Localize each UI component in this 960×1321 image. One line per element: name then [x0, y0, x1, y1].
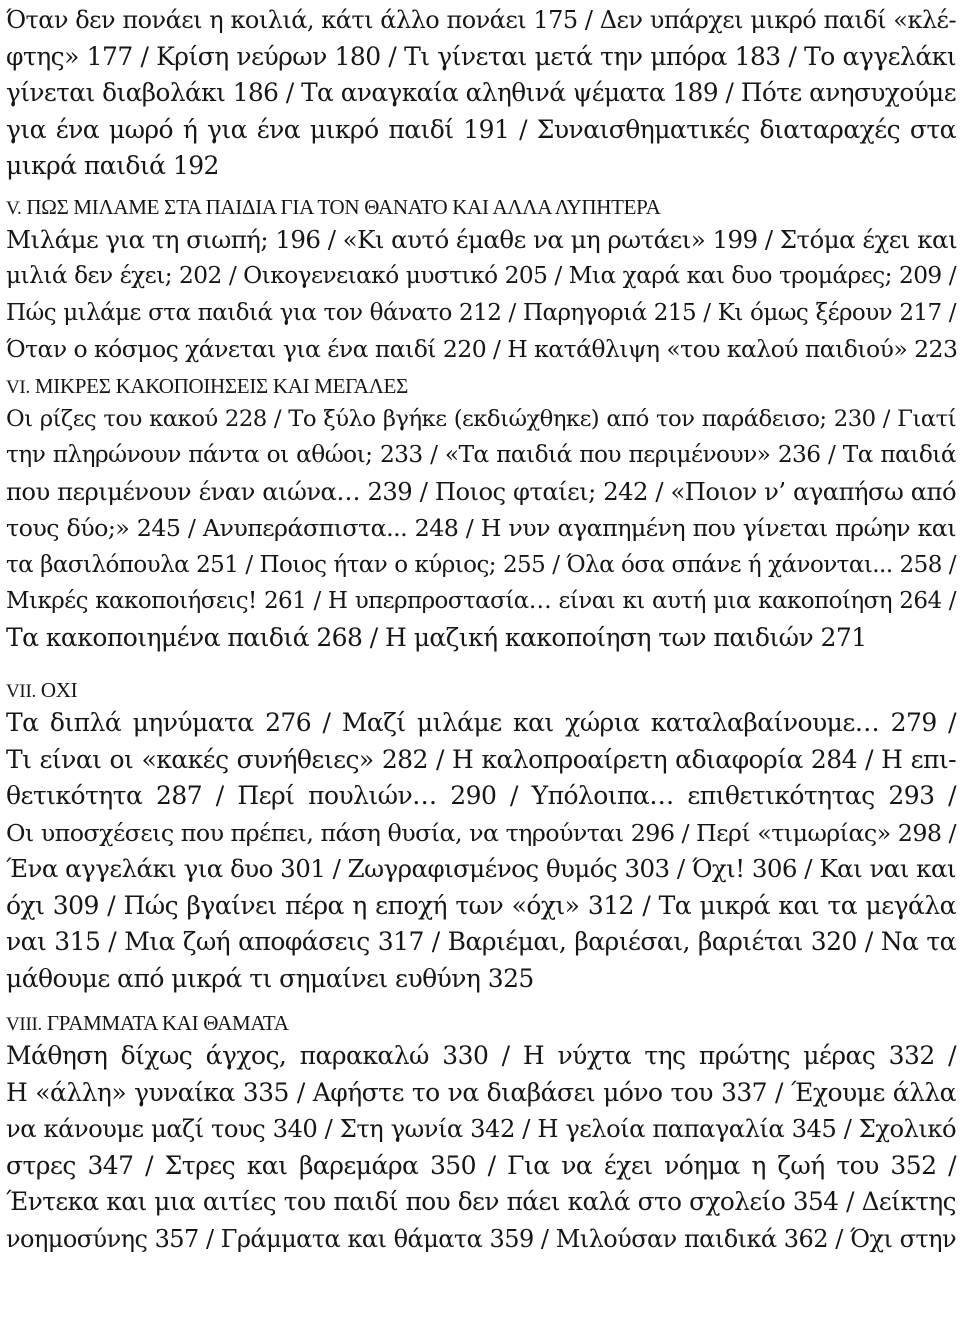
toc-line: για ένα μωρό ή για ένα μικρό παιδί 191 / Συναισθηματικές διαταραχές στα: [6, 114, 956, 144]
toc-line: Έντεκα και μια αιτίες του παιδί που δεν πάει καλά στο σχολείο 354 / Δείκτης: [6, 1187, 956, 1216]
section-title: ΓΡΑΜΜΑΤΑ ΚΑΙ ΘΑΜΑΤΑ: [46, 1011, 289, 1035]
toc-line: τους δύο;» 245 / Ανυπεράσπιστα... 248 / Η νυν αγαπημένη που γίνεται πρώην και: [6, 514, 956, 542]
toc-line: θετικότητα 287 / Περί πουλιών… 290 / Υπόλοιπα… επιθετικότητας 293 /: [6, 781, 956, 810]
toc-line: Τα διπλά μηνύματα 276 / Μαζί μιλάμε και χώρια καταλαβαίνουμε… 279 /: [6, 708, 956, 737]
toc-line: που περιμένουν έναν αιώνα… 239 / Ποιος φταίει; 242 / «Ποιον ν’ αγαπήσω από: [6, 476, 956, 506]
toc-line: την πληρώνουν πάντα οι αθώοι; 233 / «Τα παιδιά που περιμένουν» 236 / Τα παιδιά: [6, 441, 956, 468]
section-number: VII.: [6, 681, 36, 702]
toc-line: να κάνουμε μαζί τους 340 / Στη γωνία 342 / Η γελοία παπαγαλία 345 / Σχολικό: [6, 1114, 956, 1143]
toc-line: τα βασιλόπουλα 251 / Ποιος ήταν ο κύριος; 255 / Όλα όσα σπάνε ή χάνονται... 258 /: [6, 551, 956, 578]
toc-line: Οι ρίζες του κακού 228 / Το ξύλο βγήκε (εκδιώχθηκε) από τον παράδεισο; 230 / Γιατί: [6, 405, 956, 432]
section-v-entries: [6, 222, 956, 368]
toc-line: ναι 315 / Μια ζωή αποφάσεις 317 / Βαριέμαι, βαριέσαι, βαριέται 320 / Να τα: [6, 927, 956, 956]
toc-line: Μικρές κακοποιήσεις! 261 / Η υπερπροστασία… είναι κι αυτή μια κακοποίηση 264 /: [6, 588, 956, 614]
section-title: ΟΧΙ: [40, 678, 78, 702]
toc-line: Τα κακοποιημένα παιδιά 268 / Η μαζική κακοποίηση των παιδιών 271: [6, 622, 867, 652]
toc-line: φτης» 177 / Κρίση νεύρων 180 / Τι γίνεται μετά την μπόρα 183 / Το αγγελάκι: [6, 41, 956, 71]
toc-line: Ένα αγγελάκι για δυο 301 / Ζωγραφισμένος θυμός 303 / Όχι! 306 / Και ναι και: [6, 854, 956, 883]
section-title: ΠΩΣ ΜΙΛΑΜΕ ΣΤΑ ΠΑΙΔΙΑ ΓΙΑ ΤΟΝ ΘΑΝΑΤΟ ΚΑΙ ΑΛΛΑ ΛΥΠΗΤΕΡΑ: [26, 194, 661, 219]
section-vii-heading: [6, 676, 956, 705]
section-vi-heading: [6, 372, 956, 401]
section-number: VIII.: [6, 1014, 42, 1035]
toc-line: γίνεται διαβολάκι 186 / Τα αναγκαία αληθινά ψέματα 189 / Πότε ανησυχούμε: [6, 78, 956, 107]
section-iv-continuation: [6, 2, 956, 185]
toc-line: Μιλάμε για τη σιωπή; 196 / «Κι αυτό έμαθε να μη ρωτάει» 199 / Στόμα έχει και: [6, 224, 958, 254]
table-of-contents-page: [6, 0, 956, 1257]
toc-line: νοημοσύνης 357 / Γράμματα και θάματα 359 / Μιλούσαν παιδικά 362 / Όχι στην: [6, 1224, 956, 1253]
toc-line: μάθουμε από μικρά τι σημαίνει ευθύνη 325: [6, 963, 534, 993]
section-number: V.: [6, 197, 22, 219]
section-vi-entries: [6, 401, 956, 657]
toc-line: Τι είναι οι «κακές συνήθειες» 282 / Η καλοπροαίρετη αδιαφορία 284 / Η επι-: [6, 744, 956, 774]
toc-line: στρες 347 / Στρες και βαρεμάρα 350 / Για να έχει νόημα η ζωή του 352 /: [6, 1150, 956, 1180]
section-number: VI.: [6, 376, 30, 398]
toc-line: Όταν δεν πονάει η κοιλιά, κάτι άλλο πονάει 175 / Δεν υπάρχει μικρό παιδί «κλέ-: [6, 6, 956, 34]
section-viii-entries: [6, 1038, 956, 1257]
toc-line: Μάθηση δίχως άγχος, παρακαλώ 330 / Η νύχτα της πρώτης μέρας 332 /: [6, 1041, 956, 1070]
toc-line: μικρά παιδιά 192: [6, 151, 219, 180]
section-title: ΜΙΚΡΕΣ ΚΑΚΟΠΟΙΗΣΕΙΣ ΚΑΙ ΜΕΓΑΛΕΣ: [34, 373, 408, 398]
toc-line: Όταν ο κόσμος χάνεται για ένα παιδί 220 / Η κατάθλιψη «του καλού παιδιού» 223: [6, 335, 958, 363]
toc-line: Πώς μιλάμε στα παιδιά για τον θάνατο 212 / Παρηγοριά 215 / Κι όμως ξέρουν 217 /: [6, 299, 956, 326]
toc-line: όχι 309 / Πώς βγαίνει πέρα η εποχή των «όχι» 312 / Τα μικρά και τα μεγάλα: [6, 890, 956, 920]
toc-line: μιλιά δεν έχει; 202 / Οικογενειακό μυστικό 205 / Μια χαρά και δυο τρομάρες; 209 /: [6, 262, 956, 289]
toc-line: Η «άλλη» γυναίκα 335 / Αφήστε το να διαβάσει μόνο του 337 / Έχουμε άλλα: [6, 1077, 956, 1107]
section-v-heading: [6, 193, 956, 222]
section-viii-heading: [6, 1009, 956, 1038]
toc-line: Οι υποσχέσεις που πρέπει, πάση θυσία, να τηρούνται 296 / Περί «τιμωρίας» 298 /: [6, 818, 956, 847]
section-vii-entries: [6, 705, 956, 997]
